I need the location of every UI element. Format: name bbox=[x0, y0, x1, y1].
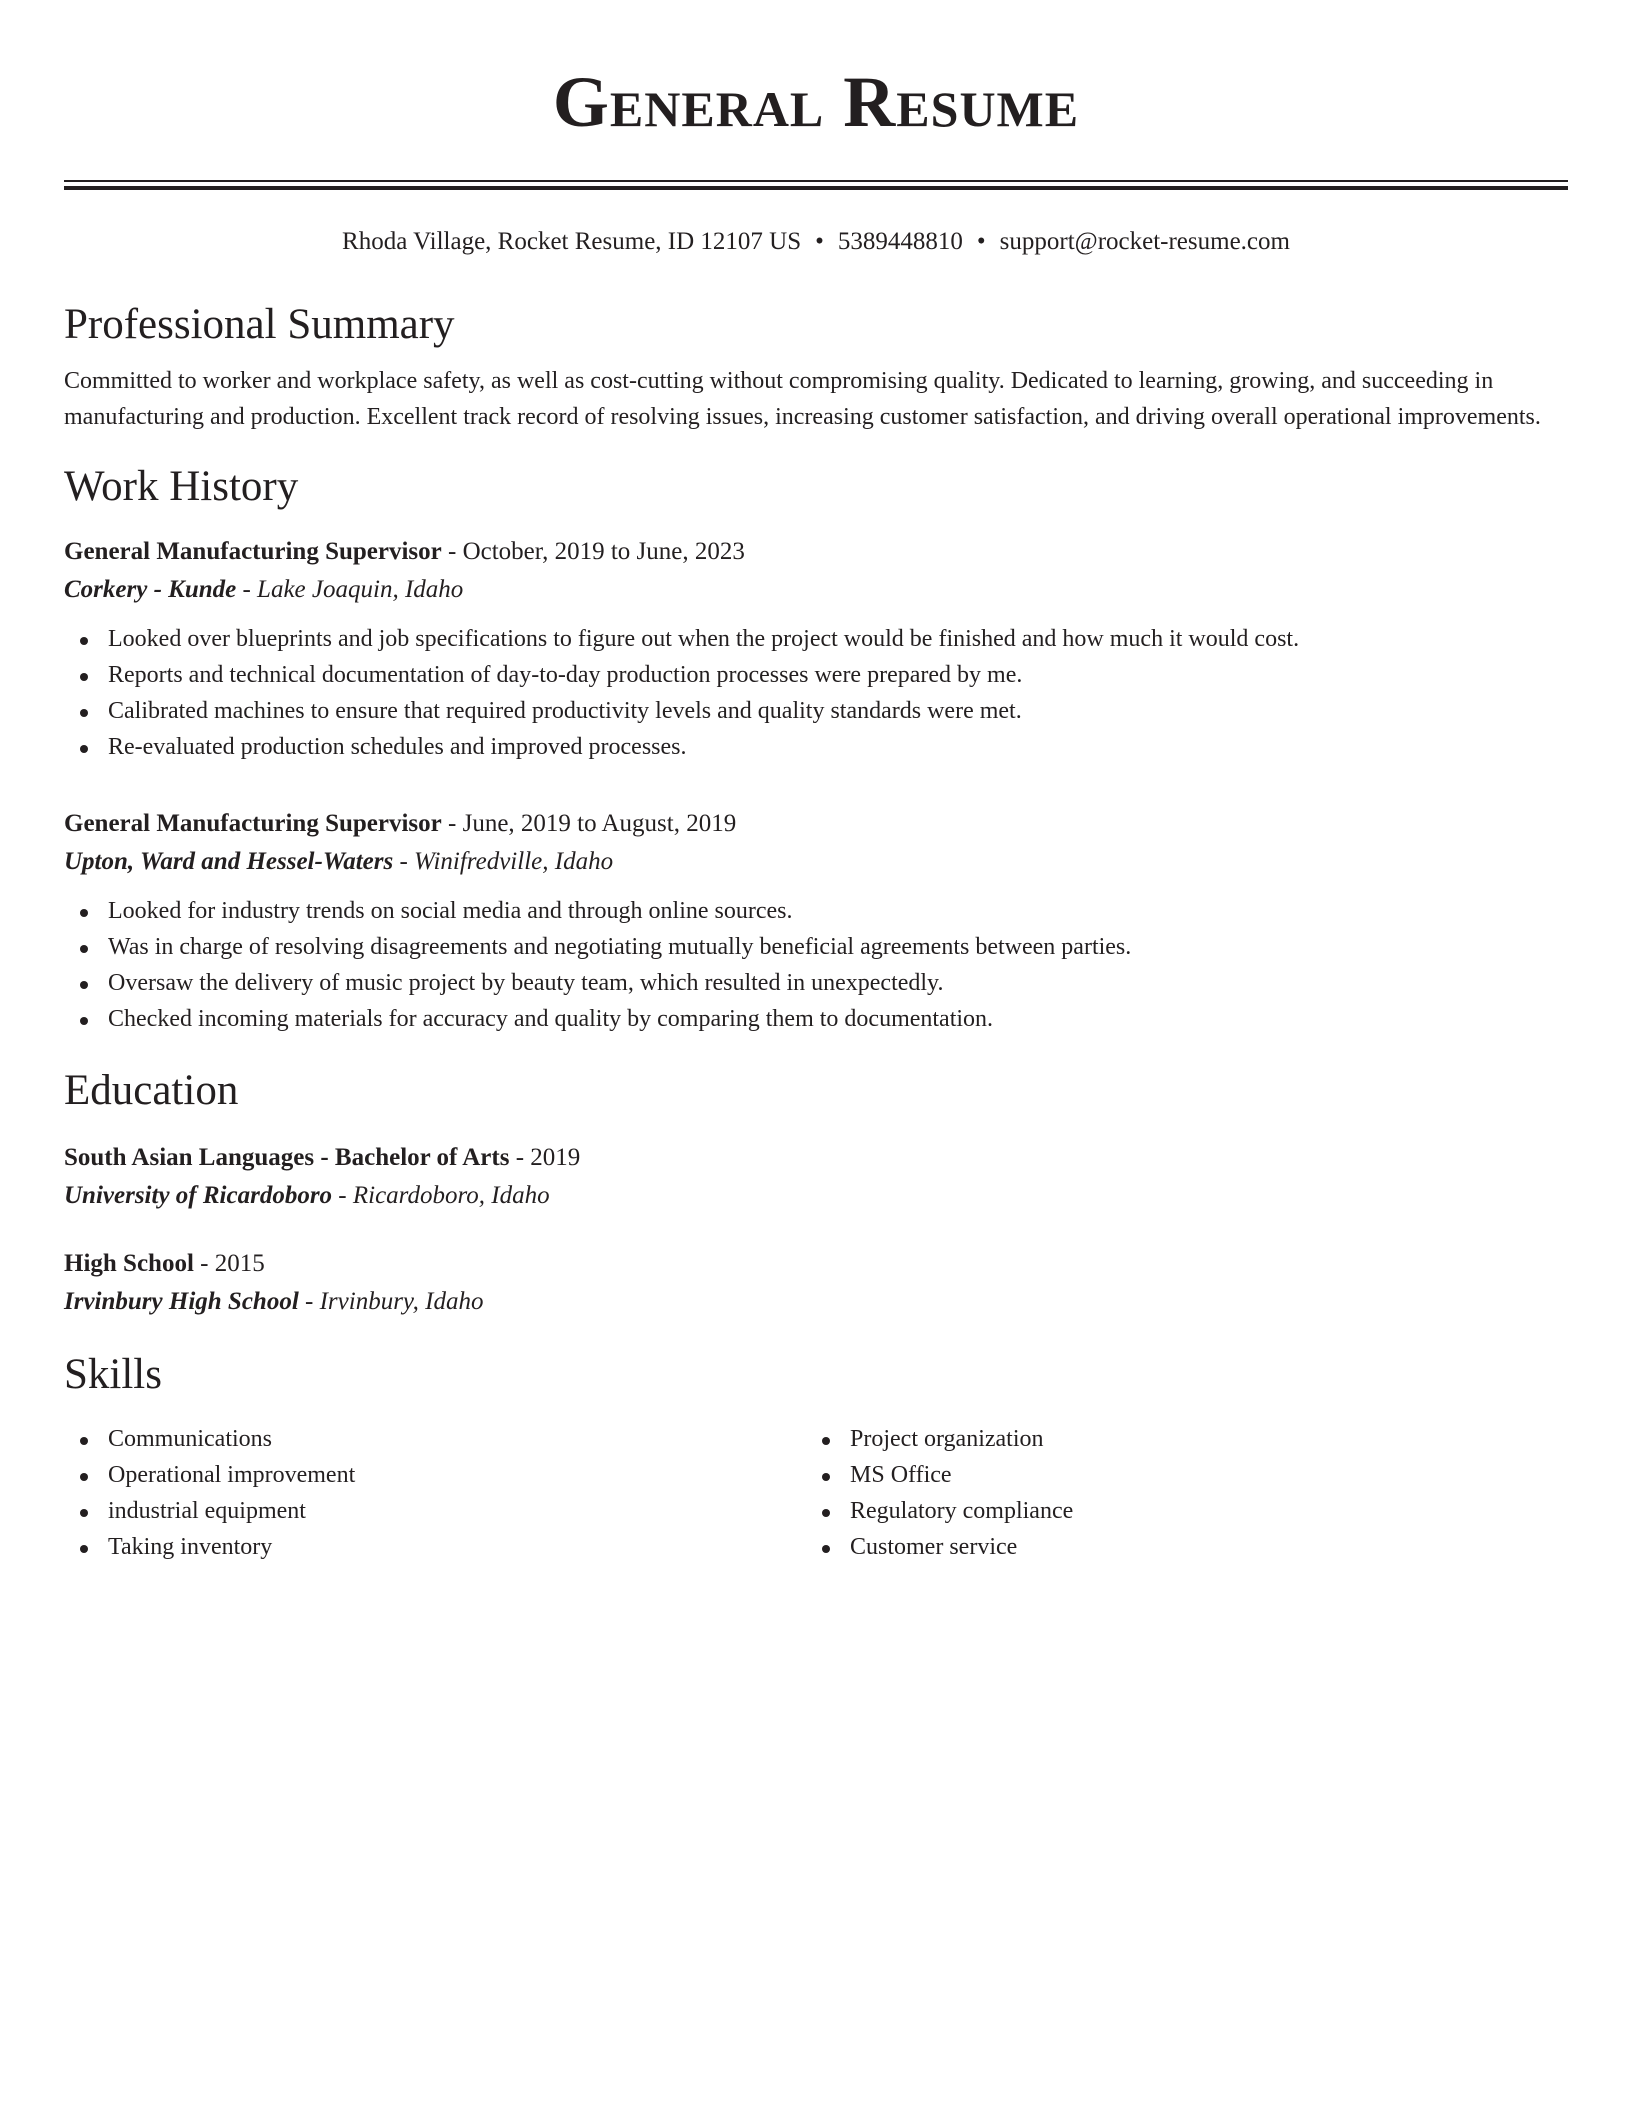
header-double-rule bbox=[64, 180, 1568, 190]
summary-text: Committed to worker and workplace safety, as well as cost-cutting without compromising quality. Dedicated to learning, growing, and succeeding in manufacturing and production. Excellent track record of resolving issues, increasing customer satisfaction, and driving overall operational improvements. bbox=[64, 368, 1541, 430]
job-bullet-list bbox=[64, 893, 1568, 1037]
job-entry bbox=[64, 805, 1568, 1037]
list-item: MS Office bbox=[806, 1457, 1548, 1493]
list-item: Project organization bbox=[806, 1421, 1548, 1457]
contact-address: Rhoda Village, Rocket Resume, ID 12107 US bbox=[342, 228, 802, 255]
section-title-work-history: Work History bbox=[64, 463, 299, 510]
contact-line bbox=[64, 225, 1568, 259]
list-item: industrial equipment bbox=[64, 1493, 806, 1529]
job-location: - Lake Joaquin, Idaho bbox=[236, 576, 464, 603]
education-school: Irvinbury High School bbox=[64, 1288, 299, 1315]
list-item: Reports and technical documentation of day-to-day production processes were prepared by me. bbox=[64, 657, 1568, 693]
section-title-education: Education bbox=[64, 1067, 239, 1114]
job-entry bbox=[64, 533, 1568, 765]
section-title-summary: Professional Summary bbox=[64, 301, 455, 348]
contact-separator: • bbox=[815, 228, 824, 255]
job-company-line bbox=[64, 843, 1568, 881]
list-item: Calibrated machines to ensure that required productivity levels and quality standards were met. bbox=[64, 693, 1568, 729]
job-role: General Manufacturing Supervisor bbox=[64, 538, 442, 565]
list-item: Checked incoming materials for accuracy and quality by comparing them to documentation. bbox=[64, 1001, 1568, 1037]
education-degree-line bbox=[64, 1139, 1568, 1177]
list-item: Re-evaluated production schedules and improved processes. bbox=[64, 729, 1568, 765]
skills-grid bbox=[64, 1421, 1568, 1565]
job-dates: - October, 2019 to June, 2023 bbox=[441, 538, 745, 565]
skills-list-right bbox=[806, 1421, 1548, 1565]
job-company: Corkery - Kunde bbox=[64, 576, 237, 603]
contact-email: support@rocket-resume.com bbox=[999, 228, 1290, 255]
job-role: General Manufacturing Supervisor bbox=[64, 810, 442, 837]
skills-list-left bbox=[64, 1421, 806, 1565]
contact-separator: • bbox=[976, 228, 986, 255]
education-entry bbox=[64, 1245, 1568, 1321]
education-location: - Ricardoboro, Idaho bbox=[332, 1182, 550, 1209]
job-title-line bbox=[64, 533, 1568, 571]
list-item: Communications bbox=[64, 1421, 806, 1457]
contact-phone: 5389448810 bbox=[837, 228, 963, 255]
job-title-line bbox=[64, 805, 1568, 843]
list-item: Taking inventory bbox=[64, 1529, 806, 1565]
job-location: - Winifredville, Idaho bbox=[393, 848, 614, 875]
education-degree: South Asian Languages - Bachelor of Arts bbox=[64, 1144, 510, 1171]
job-company: Upton, Ward and Hessel-Waters bbox=[64, 848, 394, 875]
list-item: Operational improvement bbox=[64, 1457, 806, 1493]
education-degree: High School bbox=[64, 1250, 194, 1277]
section-title-skills: Skills bbox=[64, 1351, 162, 1398]
job-bullet-list bbox=[64, 621, 1568, 765]
resume-name: General Resume bbox=[552, 62, 1080, 142]
job-dates: - June, 2019 to August, 2019 bbox=[441, 810, 737, 837]
list-item: Oversaw the delivery of music project by beauty team, which resulted in unexpectedly. bbox=[64, 965, 1568, 1001]
education-year: - 2015 bbox=[193, 1250, 265, 1277]
education-school-line bbox=[64, 1283, 1568, 1321]
list-item: Was in charge of resolving disagreements and negotiating mutually beneficial agreements between parties. bbox=[64, 929, 1568, 965]
education-location: - Irvinbury, Idaho bbox=[298, 1288, 484, 1315]
education-entry bbox=[64, 1139, 1568, 1215]
list-item: Looked for industry trends on social media and through online sources. bbox=[64, 893, 1568, 929]
job-company-line bbox=[64, 571, 1568, 609]
list-item: Customer service bbox=[806, 1529, 1548, 1565]
education-year: - 2019 bbox=[509, 1144, 581, 1171]
list-item: Looked over blueprints and job specifications to figure out when the project would be finished and how much it would cost. bbox=[64, 621, 1568, 657]
education-school: University of Ricardoboro bbox=[64, 1182, 333, 1209]
list-item: Regulatory compliance bbox=[806, 1493, 1548, 1529]
education-school-line bbox=[64, 1177, 1568, 1215]
education-degree-line bbox=[64, 1245, 1568, 1283]
